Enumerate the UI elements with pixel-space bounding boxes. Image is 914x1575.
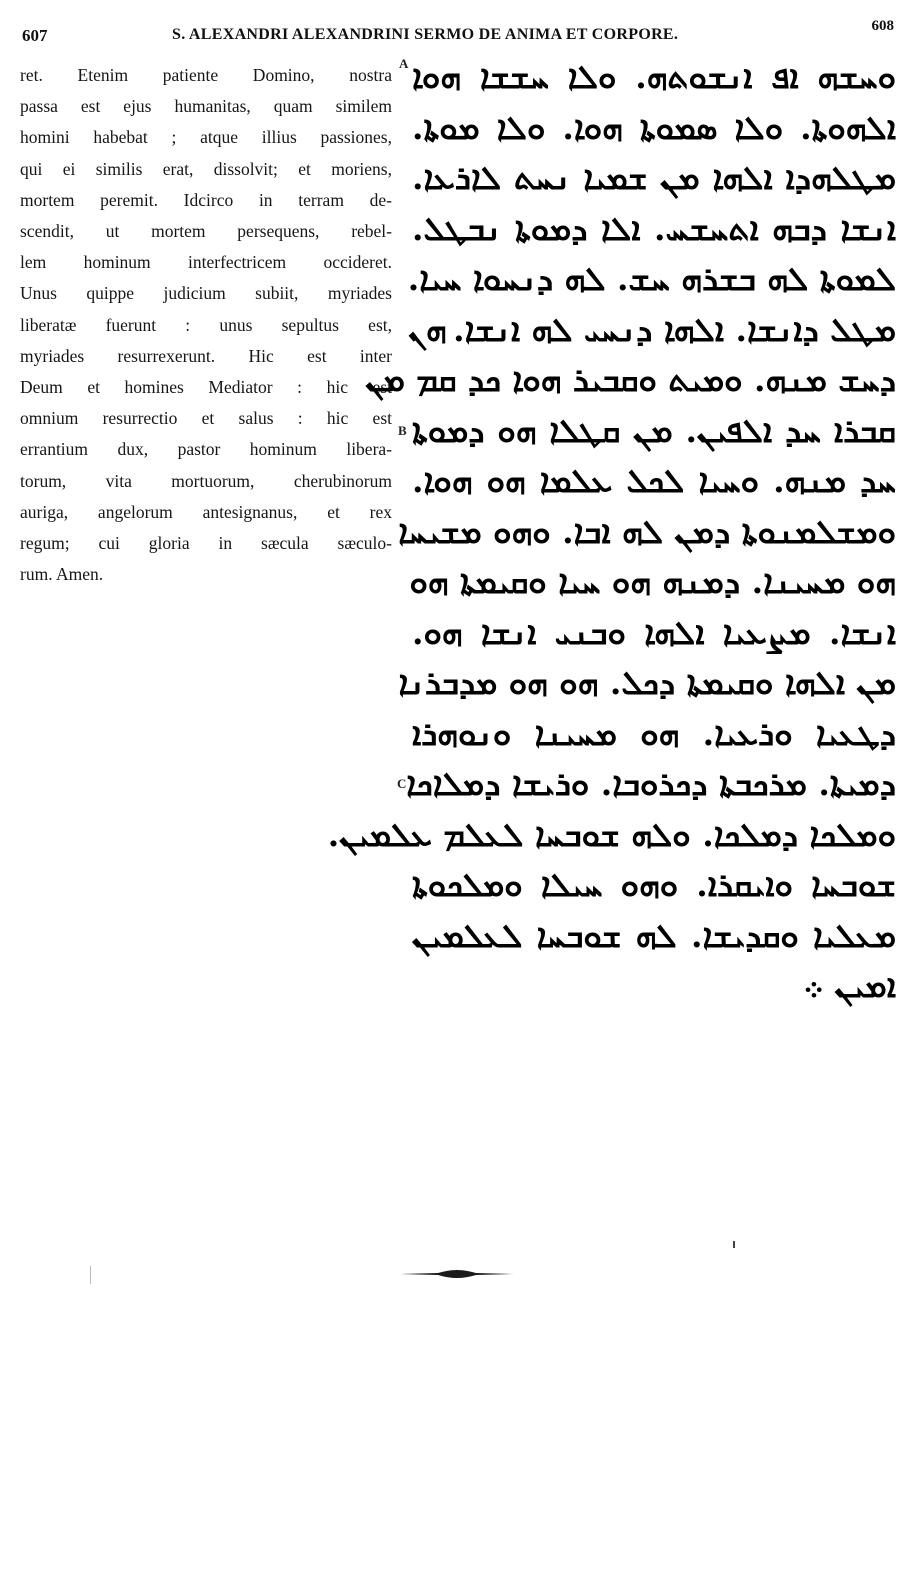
syriac-line: ܘܚܫܗ ܐܦ ܐܢܫܘܬܗ. ܘܠܐ ܚܫܫܐ ܗܘܐ <box>412 57 896 96</box>
syriac-line: ܚܕ ܡܢܗ. ܘܚܝܐ ܠܟܠ ܥܠܡܐ ܗܘ ܗܘܐ. <box>412 461 896 500</box>
latin-line: rum. Amen. <box>20 564 104 585</box>
print-speck <box>733 1241 735 1248</box>
latin-line: liberatæ fuerunt : unus sepultus est, <box>20 314 392 335</box>
syriac-line: ܠܡܘܬܐ ܠܗ ܒܫܪܗ ܚܫ. ܠܗ ܕܢܚܘܐ ܚܝܐ. <box>407 259 896 298</box>
latin-line: regum; cui gloria in sæcula sæculo- <box>20 533 392 554</box>
syriac-line: ܡܢ ܐܠܗܐ ܘܩܝܡܬܐ ܕܟܠ. ܗܘ ܗܘ ܡܕܒܪܢܐ <box>398 663 896 702</box>
latin-line: ret. Etenim patiente Domino, nostra <box>20 65 392 85</box>
syriac-line: ܕܛܥܝܐ ܘܪܥܝܐ. ܗܘ ܡܚܝܢܐ ܘܢܘܗܪܐ <box>412 713 896 753</box>
syriac-line: ܕܚܫ ܡܢܗ. ܘܡܝܬ ܘܩܒܝܪ ܗܘܐ ܟܕ ܩܡ ܡܢ <box>365 360 896 399</box>
syriac-column <box>327 52 896 1012</box>
margin-letter-c: C <box>397 776 407 791</box>
syriac-line: ܐܡܝܢ ܀ <box>803 966 896 1005</box>
page-number-left: 607 <box>22 26 48 45</box>
syriac-line: ܡܛܠܗܕܐ ܐܠܗܐ ܡܢ ܫܡܝܐ ܢܚܬ ܠܐܪܥܐ. <box>412 158 896 197</box>
syriac-line: ܡܛܠ ܕܐܢܫܐ. ܐܠܗܐ ܕܢܚܝ ܠܗ ܐܢܫܐ. ܗܢ <box>407 309 896 349</box>
latin-line: omnium resurrectio et salus : hic est <box>20 408 392 429</box>
syriac-line: ܗܘ ܡܚܝܢܐ. ܕܡܢܗ ܗܘ ܚܝܐ ܘܩܝܡܬܐ ܗܘ <box>409 562 896 601</box>
latin-line: mortem peremit. Idcirco in terram de- <box>20 189 392 210</box>
latin-line: qui ei similis erat, dissolvit; et moriens, <box>20 158 392 179</box>
latin-line: errantium dux, pastor hominum libera- <box>20 439 392 460</box>
latin-line: lem hominum interfectricem occideret. <box>20 252 392 273</box>
latin-column <box>20 60 392 590</box>
latin-line: Unus quippe judicium subiit, myriades <box>20 283 392 304</box>
page-number-right: 608 <box>871 18 894 34</box>
syriac-line: ܕܡܝܬܐ. ܡܪܟܒܬܐ ܕܟܪܘܒܐ. ܘܪܝܫܐ ܕܡܠܐܟܐ <box>406 764 896 803</box>
syriac-line: ܐܢܫܐ ܕܒܗ ܐܬܚܫܚ. ܐܠܐ ܕܡܘܬܐ ܢܒܛܠ. <box>412 208 896 248</box>
margin-letter-b: B <box>398 423 407 438</box>
margin-letter-a: A <box>399 56 409 71</box>
syriac-line: ܡܥܠܝܐ ܘܩܕܝܫܐ. ܠܗ ܫܘܒܚܐ ܠܥܠܡܝܢ <box>412 915 896 955</box>
latin-line: scendit, ut mortem persequens, rebel- <box>20 221 392 242</box>
latin-line: auriga, angelorum antesignanus, et rex <box>20 501 392 522</box>
running-header <box>0 18 914 44</box>
end-ornament <box>398 1268 516 1280</box>
syriac-line: ܐܠܗܘܬܐ. ܘܠܐ ܣܡܘܬܐ ܗܘܐ. ܘܠܐ ܡܘܬܐ. <box>412 107 896 147</box>
syriac-line: ܘܡܠܟܐ ܕܡܠܟܐ. ܘܠܗ ܫܘܒܚܐ ܠܥܠܡ ܥܠܡܝܢ. <box>327 814 896 854</box>
syriac-line: ܩܒܪܐ ܚܕ ܐܠܦܝܢ. ܡܢ ܩܛܠܐ ܗܘ ܕܡܘܬܐ <box>412 410 896 450</box>
syriac-line: ܘܡܫܠܡܢܘܬܐ ܕܡܢ ܠܗ ܐܒܐ. ܘܗܘ ܡܫܝܚܐ <box>398 511 896 551</box>
syriac-line: ܫܘܒܚܐ ܘܐܝܩܪܐ. ܘܗܘ ܚܝܠܐ ܘܡܠܟܘܬܐ <box>412 865 896 904</box>
syriac-line: ܐܢܫܐ. ܡܨܥܝܐ ܐܠܗܐ ܘܒܢܝ ܐܢܫܐ ܗܘ. <box>412 612 896 652</box>
latin-line: torum, vita mortuorum, cherubinorum <box>20 470 392 491</box>
running-title: S. ALEXANDRI ALEXANDRINI SERMO DE ANIMA ET CORPORE. <box>172 26 679 43</box>
latin-line: passa est ejus humanitas, quam similem <box>20 96 392 117</box>
latin-line: Deum et homines Mediator : hic est <box>20 377 392 398</box>
latin-line: myriades resurrexerunt. Hic est inter <box>20 345 392 366</box>
latin-line: homini habebat ; atque illius passiones, <box>20 127 392 148</box>
print-speck <box>90 1266 91 1284</box>
